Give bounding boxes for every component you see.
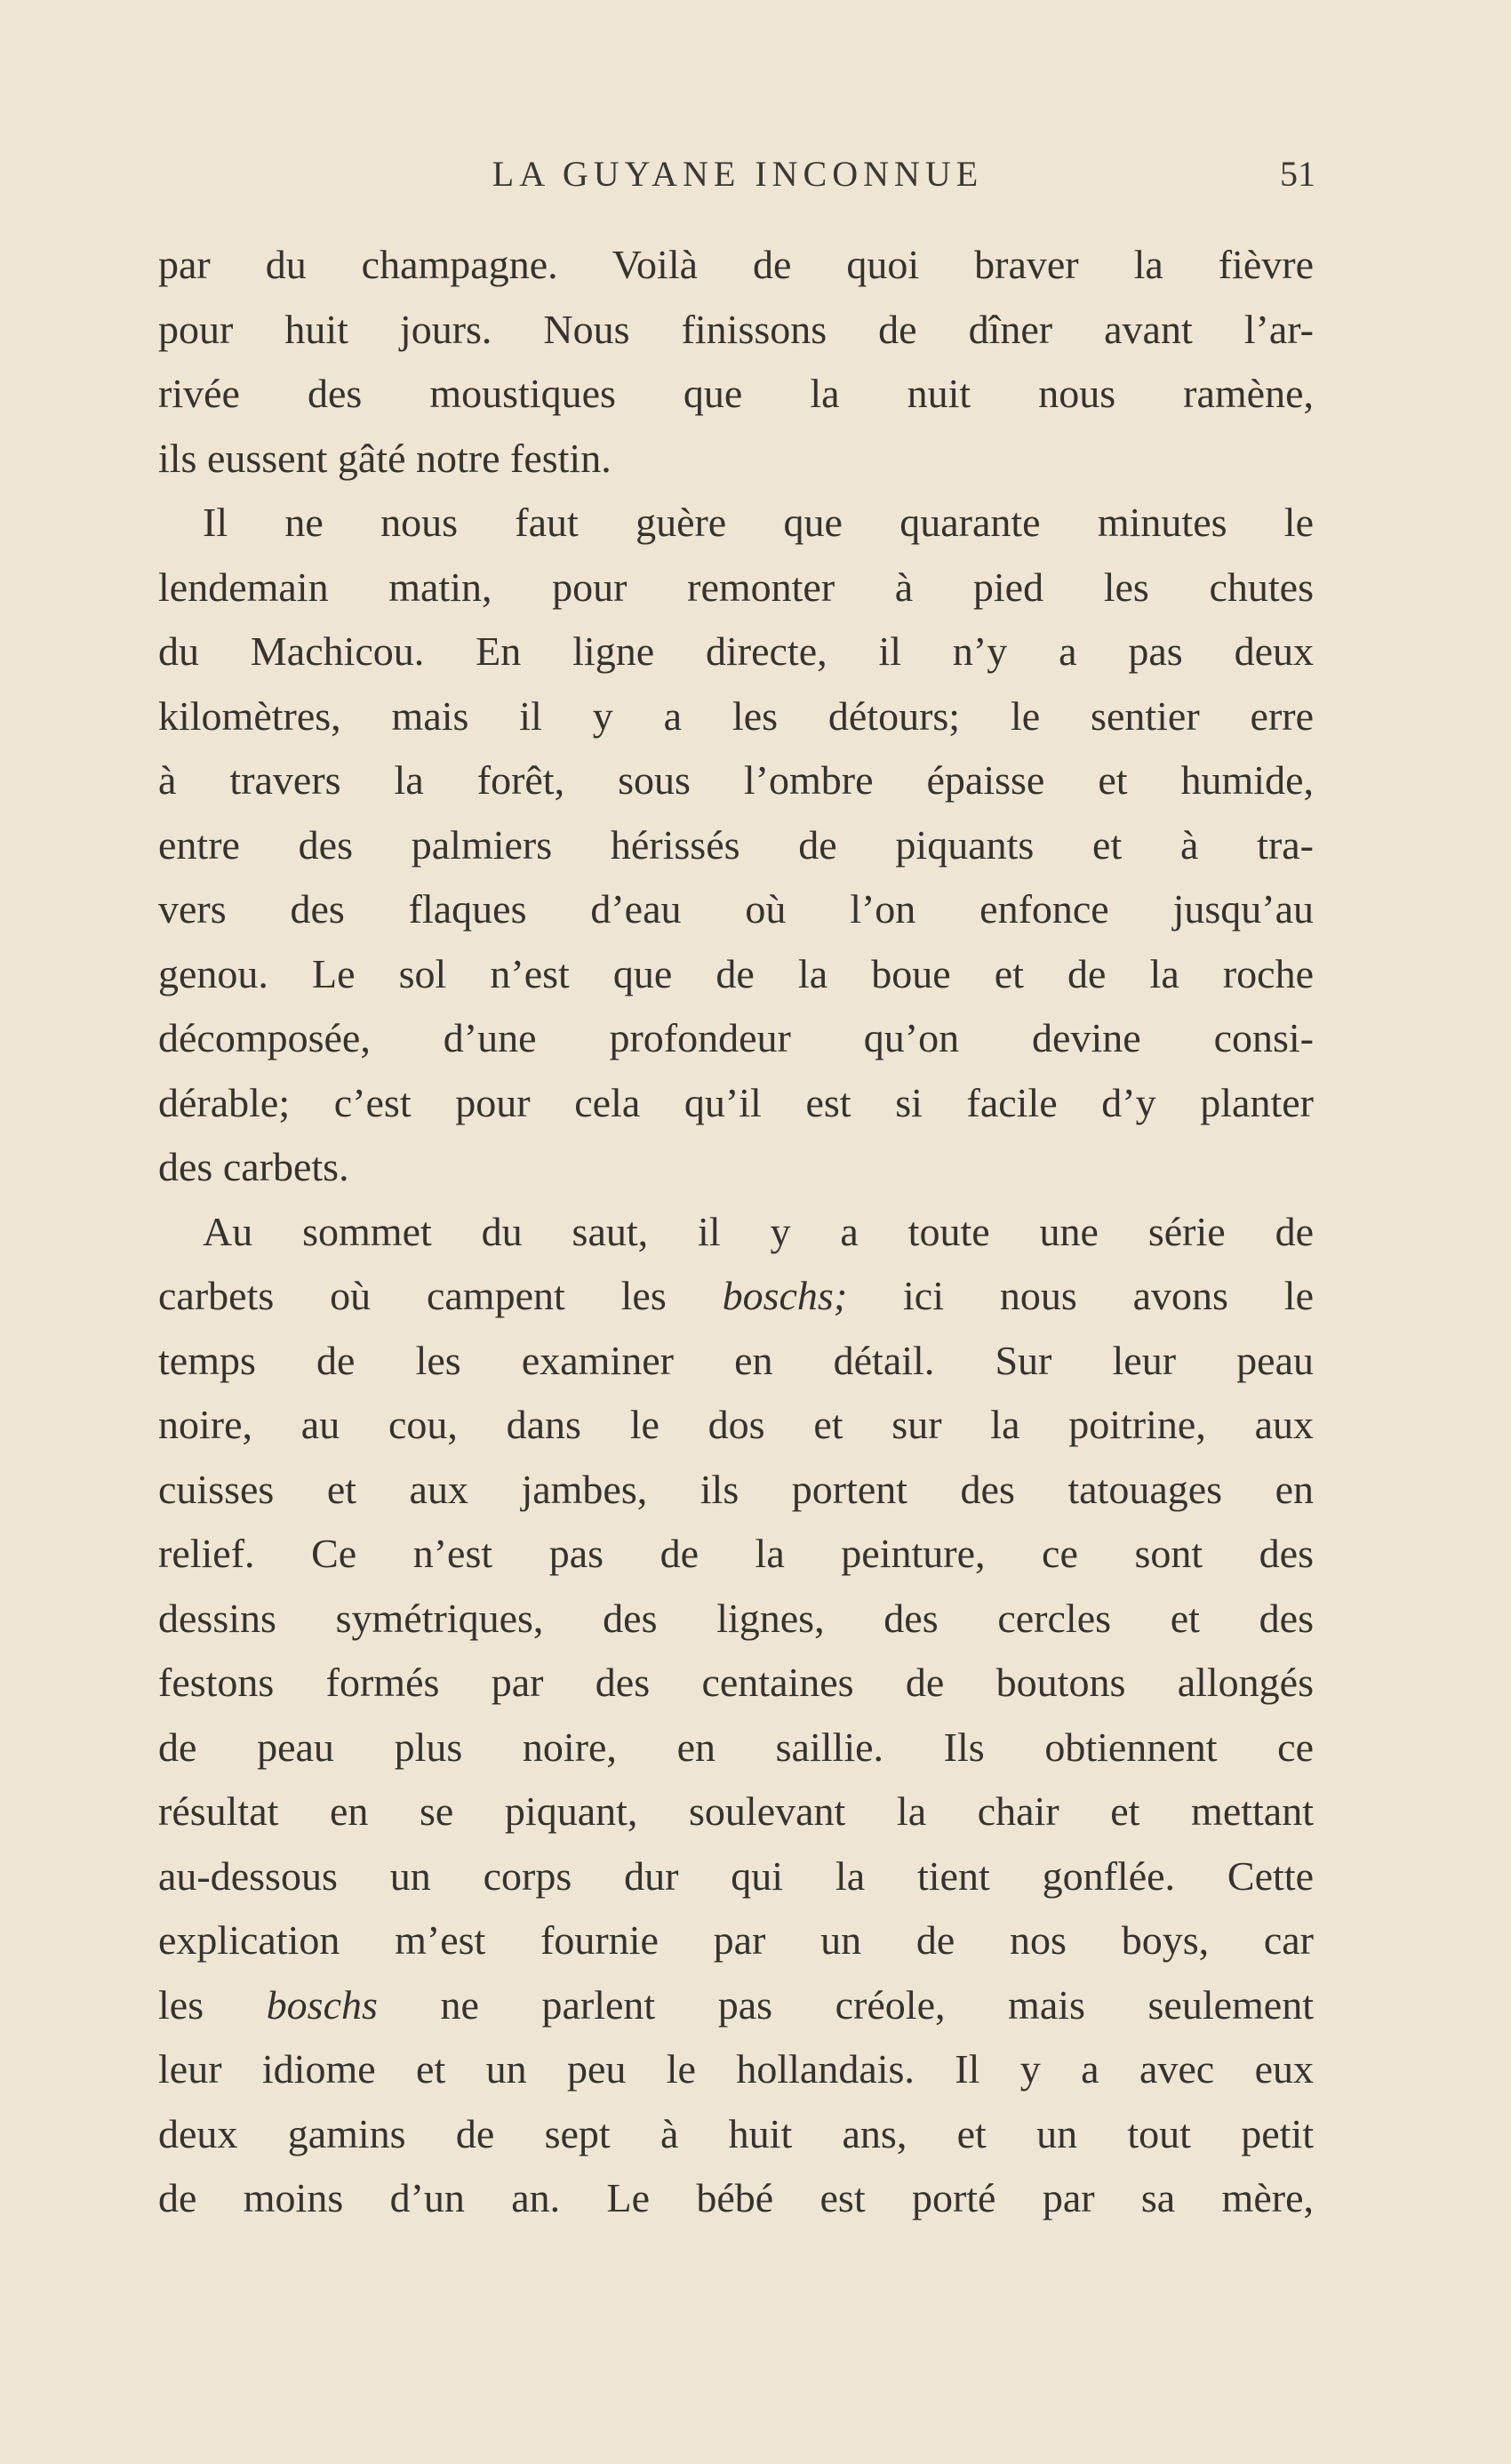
text-line: par du champagne. Voilà de quoi braver la fièvre xyxy=(158,242,1314,287)
running-title: LA GUYANE INCONNUE xyxy=(492,154,984,194)
text-segment: carbets où campent les xyxy=(158,1273,723,1318)
text-line: ils eussent gâté notre festin. xyxy=(158,435,612,481)
text-line: cuisses et aux jambes, ils portent des tatouages en xyxy=(158,1466,1314,1512)
text-line: kilomètres, mais il y a les détours; le sentier erre xyxy=(158,692,1314,739)
text-line: dessins symétriques, des lignes, des cercles et des xyxy=(158,1595,1314,1641)
text-line: genou. Le sol n’est que de la boue et de la roche xyxy=(158,950,1314,996)
text-line: décomposée, d’une profondeur qu’on devine consi- xyxy=(158,1015,1314,1060)
text-line: entre des palmiers hérissés de piquants et à tra- xyxy=(158,821,1314,868)
text-line xyxy=(158,1264,1314,1329)
text-line: résultat en se piquant, soulevant la chair et mettant xyxy=(158,1788,1314,1834)
text-line: noire, au cou, dans le dos et sur la poitrine, aux xyxy=(158,1402,1314,1447)
text-line xyxy=(158,1973,1314,2038)
text-line: Au sommet du saut, il y a toute une série de xyxy=(203,1208,1314,1254)
text-line: temps de les examiner en détail. Sur leur peau xyxy=(158,1337,1314,1383)
text-line: à travers la forêt, sous l’ombre épaisse et humide, xyxy=(158,757,1314,803)
text-line: de moins d’un an. Le bébé est porté par sa mère, xyxy=(158,2175,1314,2220)
text-line: dérable; c’est pour cela qu’il est si facile d’y planter xyxy=(158,1079,1314,1125)
text-segment: ne parlent pas créole, mais seulement xyxy=(377,1981,1314,2028)
text-line: deux gamins de sept à huit ans, et un tout petit xyxy=(158,2110,1314,2156)
text-line: lendemain matin, pour remonter à pied les chutes xyxy=(158,564,1314,610)
text-line: explication m’est fournie par un de nos boys, car xyxy=(158,1917,1314,1963)
text-line: du Machicou. En ligne directe, il n’y a pas deux xyxy=(158,628,1314,674)
italic-term: boschs xyxy=(266,1981,378,2028)
text-line: leur idiome et un peu le hollandais. Il y a avec eux xyxy=(158,2046,1314,2092)
page-header xyxy=(160,153,1315,206)
text-line: pour huit jours. Nous finissons de dîner avant l’ar- xyxy=(158,306,1314,352)
text-line: au-dessous un corps dur qui la tient gonflée. Cette xyxy=(158,1852,1314,1899)
page-number: 51 xyxy=(1280,154,1315,194)
text-segment: ici nous avons le xyxy=(847,1273,1314,1318)
text-segment: les xyxy=(158,1981,267,2028)
text-line: vers des flaques d’eau où l’on enfonce jusqu’au xyxy=(158,886,1314,932)
body-text xyxy=(158,233,1314,2231)
text-line: Il ne nous faut guère que quarante minutes le xyxy=(203,500,1314,545)
text-line: des carbets. xyxy=(158,1144,349,1189)
italic-term: boschs; xyxy=(722,1273,848,1318)
text-line: de peau plus noire, en saillie. Ils obtiennent ce xyxy=(158,1724,1314,1770)
text-line: rivée des moustiques que la nuit nous ramène, xyxy=(158,371,1314,416)
text-line: festons formés par des centaines de boutons allongés xyxy=(158,1660,1314,1705)
text-line: relief. Ce n’est pas de la peinture, ce sont des xyxy=(158,1531,1314,1576)
